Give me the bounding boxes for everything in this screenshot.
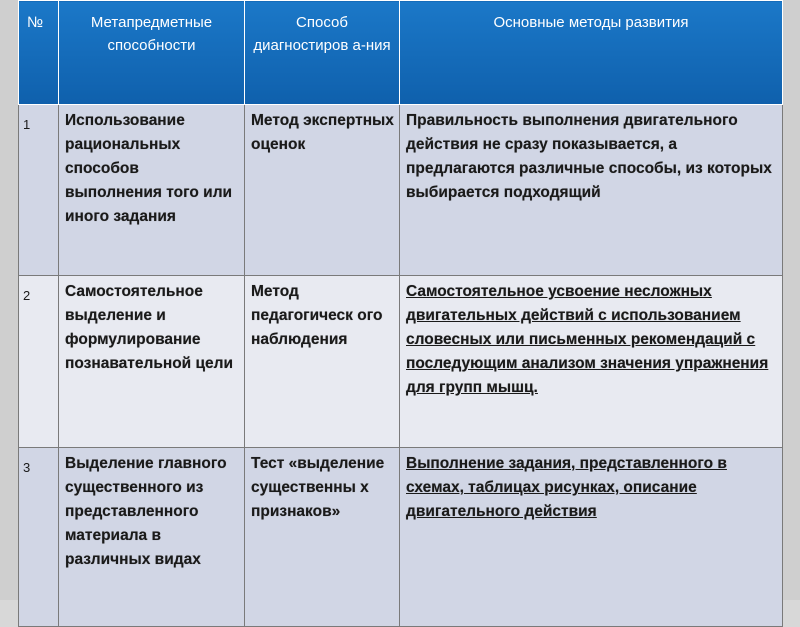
row-number: 2 xyxy=(19,276,59,448)
header-diagnosis: Способ диагностиров а-ния xyxy=(245,1,400,105)
header-number: № xyxy=(19,1,59,105)
row-methods: Самостоятельное усвоение несложных двигательных действий с использованием словесных или письменных рекомендаций с последующим анализом значения упражнения для групп мышц. xyxy=(400,276,783,448)
row-diagnosis: Метод экспертных оценок xyxy=(245,105,400,276)
methods-table xyxy=(18,0,783,627)
table-row xyxy=(19,276,783,448)
row-methods: Выполнение задания, представленного в схемах, таблицах рисунках, описание двигательного действия xyxy=(400,448,783,627)
row-diagnosis: Метод педагогическ ого наблюдения xyxy=(245,276,400,448)
row-ability: Использование рациональных способов выполнения того или иного задания xyxy=(59,105,245,276)
row-methods: Правильность выполнения двигательного действия не сразу показывается, а предлагаются различные способы, из которых выбирается подходящий xyxy=(400,105,783,276)
row-number: 1 xyxy=(19,105,59,276)
table-header-row xyxy=(19,1,783,105)
header-methods: Основные методы развития xyxy=(400,1,783,105)
row-diagnosis: Тест «выделение существенны х признаков» xyxy=(245,448,400,627)
header-abilities: Метапредметные способности xyxy=(59,1,245,105)
table-row xyxy=(19,105,783,276)
row-ability: Выделение главного существенного из представленного материала в различных видах xyxy=(59,448,245,627)
row-ability: Самостоятельное выделение и формулирование познавательной цели xyxy=(59,276,245,448)
row-number: 3 xyxy=(19,448,59,627)
